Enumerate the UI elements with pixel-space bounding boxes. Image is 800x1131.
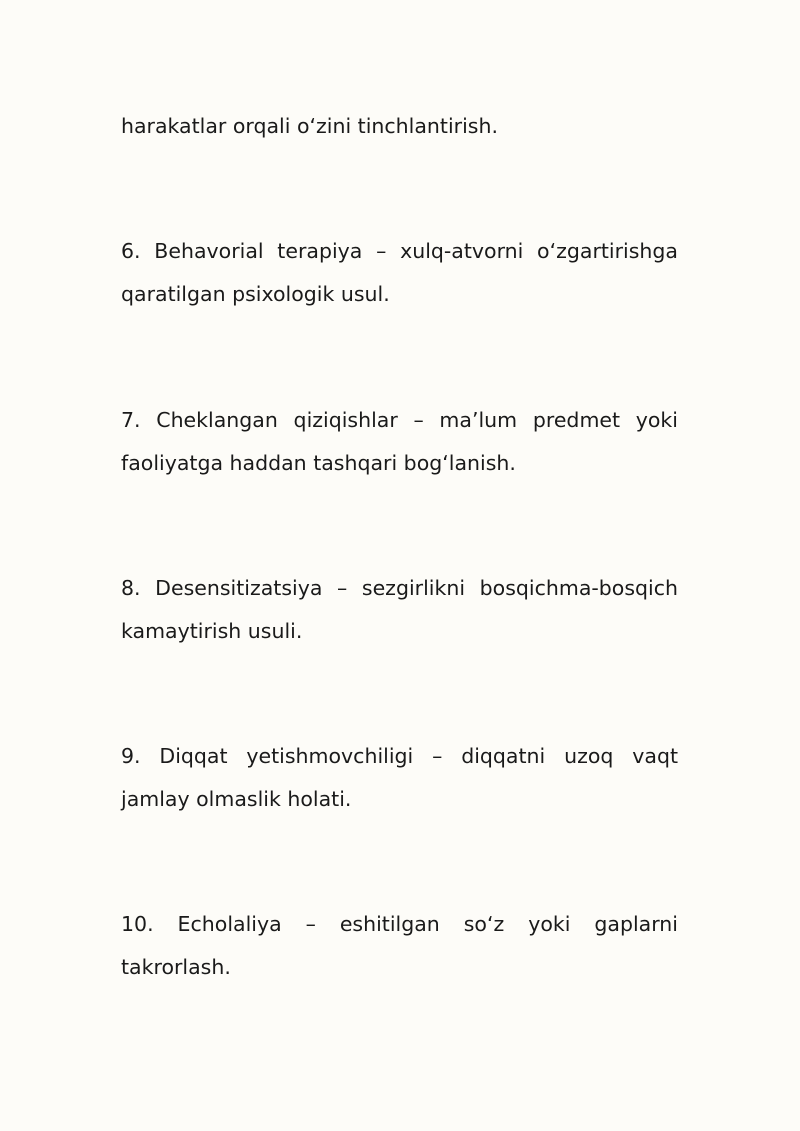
glossary-entry-7: 7. Cheklangan qiziqishlar – ma’lum predmet yoki faoliyatga haddan tashqari bog‘lanish.: [121, 408, 678, 475]
glossary-entry-8: 8. Desensitizatsiya – sezgirlikni bosqichma-bosqich kamaytirish usuli.: [121, 576, 678, 643]
glossary-entry-6: 6. Behavorial terapiya – xulq-atvorni o‘zgartirishga qaratilgan psixologik usul.: [121, 239, 678, 306]
glossary-entry-9: 9. Diqqat yetishmovchiligi – diqqatni uzoq vaqt jamlay olmaslik holati.: [121, 744, 678, 811]
paragraph-continuation: harakatlar orqali o‘zini tinchlantirish.: [121, 114, 498, 138]
glossary-entry-10: 10. Echolaliya – eshitilgan so‘z yoki gaplarni takrorlash.: [121, 912, 678, 979]
